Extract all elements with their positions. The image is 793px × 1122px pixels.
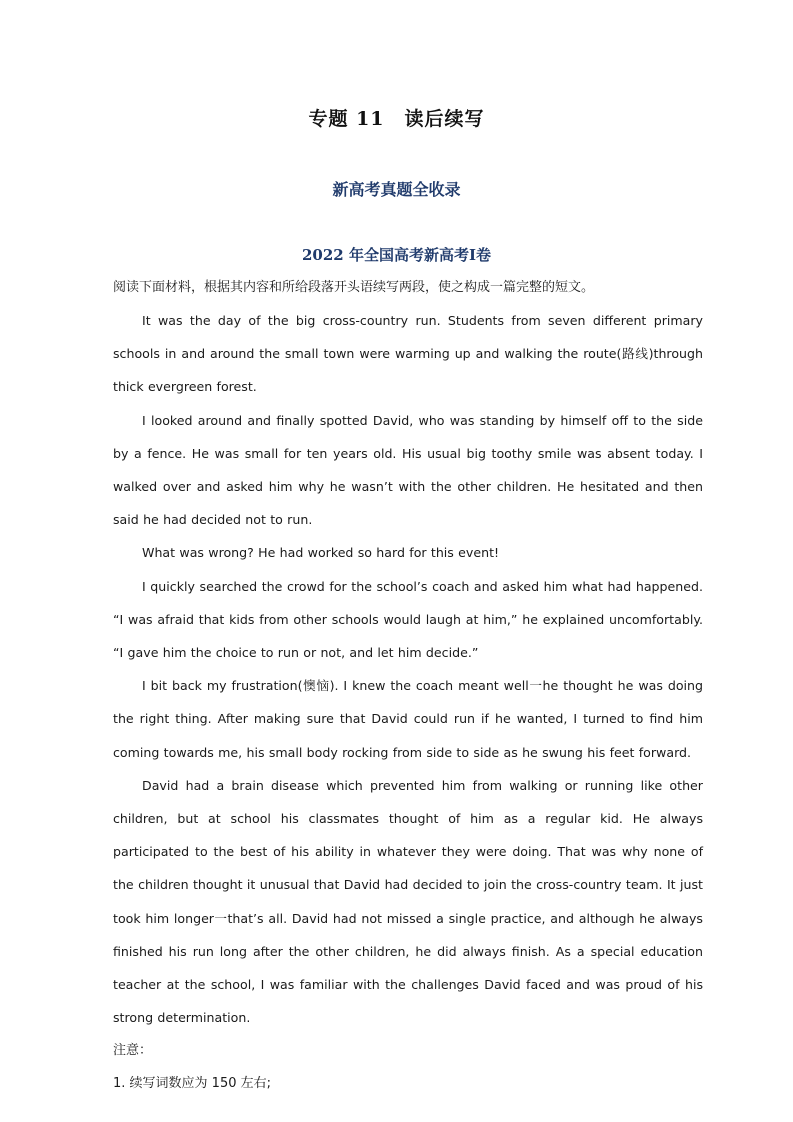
passage-paragraph: I looked around and finally spotted David, who was standing by himself off to the side by a fence. He was small for ten years old. His usual big toothy smile was absent today. I walked over and asked him why he wasn’t with the other children. He hesitated and then said he had decided not to run.: [113, 412, 703, 528]
passage-paragraph: I bit back my frustration(懊恼). I knew the coach meant well一he thought he was doing the right thing. After making sure that David could run if he wanted, I turned to find him coming towards me, his small body rocking from side to side as he swung his feet forward.: [113, 678, 703, 760]
passage-paragraph: I quickly searched the crowd for the school’s coach and asked him what had happened. “I was afraid that kids from other schools would laugh at him,” he explained uncomfortably. “I gave him the choice to run or not, and let him decide.”: [113, 578, 703, 661]
passage-paragraph: David had a brain disease which prevented him from walking or running like other children, but at school his classmates thought of him as a regular kid. He always participated to the best of his ability in whatever they were doing. That was why none of the children thought it unusual that David had decided to join the cross-country team. It just took him longer一that’s all. David had not missed a single practice, and although he always finished his run long after the other children, he did always finish. As a special education teacher at the school, I was familiar with the challenges David faced and was proud of his strong determination.: [113, 777, 703, 1026]
passage-paragraph: It was the day of the big cross-country run. Students from seven different primary schools in and around the small town were warming up and walking the route(路线)through thick evergreen forest.: [113, 313, 703, 395]
notes-label: 注意：: [113, 1043, 153, 1059]
collection-title: 新高考真题全收录: [332, 180, 461, 199]
instruction-text: 阅读下面材料，根据其内容和所给段落开头语续写两段，使之构成一篇完整的短文。: [113, 280, 595, 295]
exam-title: 2022 年全国高考新高考Ⅰ卷: [302, 246, 491, 264]
page-title: [0, 104, 793, 131]
notes-item: 1. 续写词数应为 150 左右;: [113, 1076, 271, 1092]
passage-content: [113, 276, 703, 1100]
topic-name: 读后续写: [404, 108, 485, 130]
passage-paragraph: What was wrong? He had worked so hard for this event!: [142, 545, 500, 561]
topic-label: 专题 11: [308, 108, 385, 130]
